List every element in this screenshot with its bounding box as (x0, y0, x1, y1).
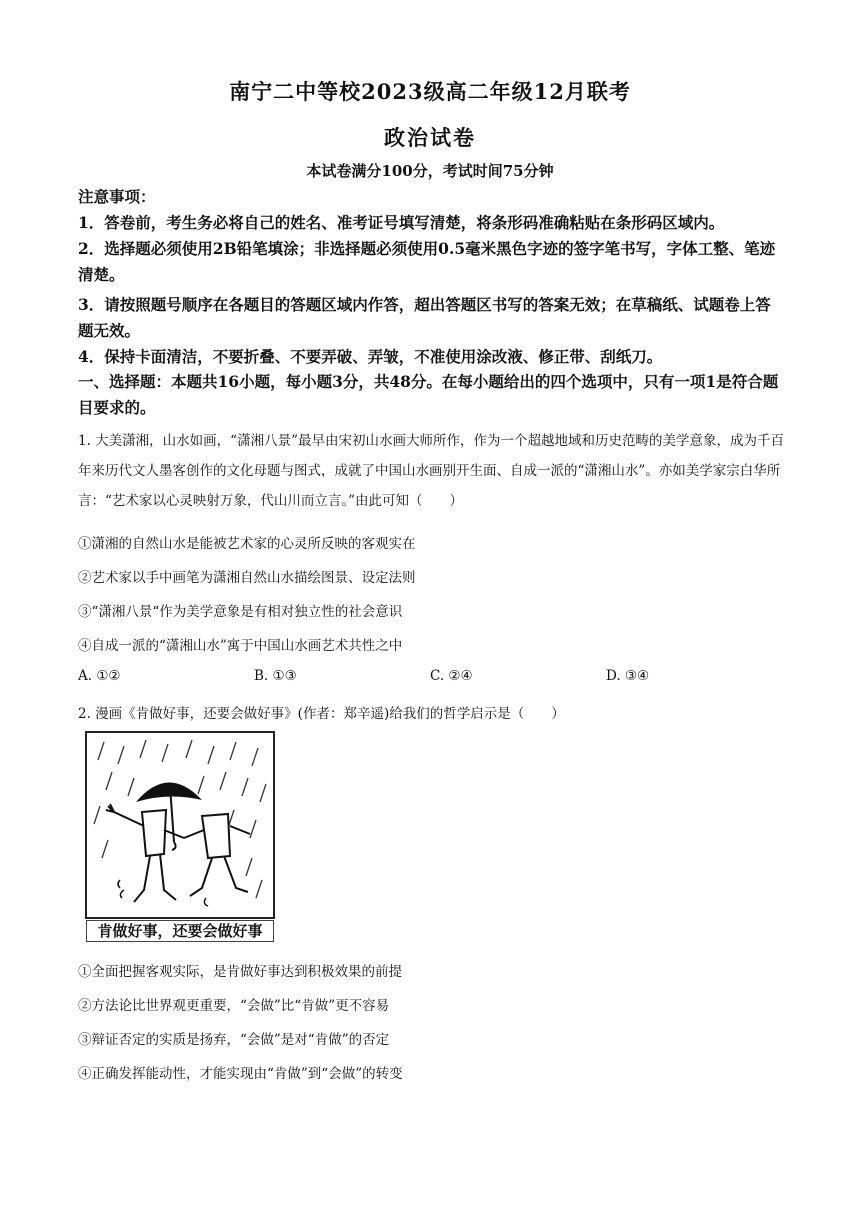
cartoon-illustration (84, 730, 276, 942)
notice-item-2: 2．选择题必须使用2B铅笔填涂；非选择题必须使用0.5毫米黑色字迹的签字笔书写，字体工整、笔迹清楚。 (78, 239, 776, 284)
notice-item-3: 3．请按照题号顺序在各题目的答题区域内作答，超出答题区书写的答案无效；在草稿纸、试题卷上答题无效。 (78, 295, 771, 340)
cartoon-caption: 肯做好事，还要会做好事 (86, 920, 274, 942)
subject-title: 政治试卷 (384, 125, 476, 150)
exam-info: 本试卷满分100分，考试时间75分钟 (306, 162, 554, 180)
question-1-stem: 1. 大美潇湘，山水如画，“潇湘八景”最早由宋初山水画大师所作，作为一个超越地域和历史范畴的美学意象，成为千百年来历代文人墨客创作的文化母题与图式，成就了中国山水画别开生面、自成一派的“潇湘山水”。亦如美学家宗白华所言：“艺术家以心灵映射万象，代山川而立言。”由此可知（ ） (78, 433, 784, 509)
question-1-choice-b: B. ①③ (254, 668, 297, 684)
question-1-option-1: ①潇湘的自然山水是能被艺术家的心灵所反映的客观实在 (78, 536, 416, 552)
notice-item-1: 1．答卷前，考生务必将自己的姓名、准考证号填写清楚，将条形码准确粘贴在条形码区域内。 (78, 213, 725, 232)
question-1-choice-a: A. ①② (78, 668, 121, 684)
section-heading: 一、选择题：本题共16小题，每小题3分，共48分。在每小题给出的四个选项中，只有一项1是符合题目要求的。 (78, 372, 779, 417)
question-1-option-4: ④自成一派的“潇湘山水”寓于中国山水画艺术共性之中 (78, 638, 403, 654)
notice-heading: 注意事项： (78, 187, 156, 206)
question-1-option-3: ③“潇湘八景“作为美学意象是有相对独立性的社会意识 (78, 604, 403, 620)
question-1-choice-c: C. ②④ (430, 668, 473, 684)
question-2-option-1: ①全面把握客观实际，是肯做好事达到积极效果的前提 (78, 964, 402, 980)
question-1-option-2: ②艺术家以手中画笔为潇湘自然山水描绘图景、设定法则 (78, 570, 416, 586)
question-2-option-2: ②方法论比世界观更重要，“会做”比“肯做”更不容易 (78, 998, 390, 1014)
question-2-stem: 2. 漫画《肯做好事，还要会做好事》(作者：郑辛遥)给我们的哲学启示是（ ） (78, 706, 565, 722)
exam-title: 南宁二中等校2023级高二年级12月联考 (229, 79, 631, 104)
question-2-option-4: ④正确发挥能动性，才能实现由“肯做”到“会做”的转变 (78, 1066, 403, 1082)
notice-item-4: 4．保持卡面清洁，不要折叠、不要弄破、弄皱，不准使用涂改液、修正带、刮纸刀。 (78, 347, 663, 366)
question-2-option-3: ③辩证否定的实质是扬弃，“会做”是对“肯做”的否定 (78, 1032, 390, 1048)
question-1-choice-d: D. ③④ (606, 668, 650, 684)
